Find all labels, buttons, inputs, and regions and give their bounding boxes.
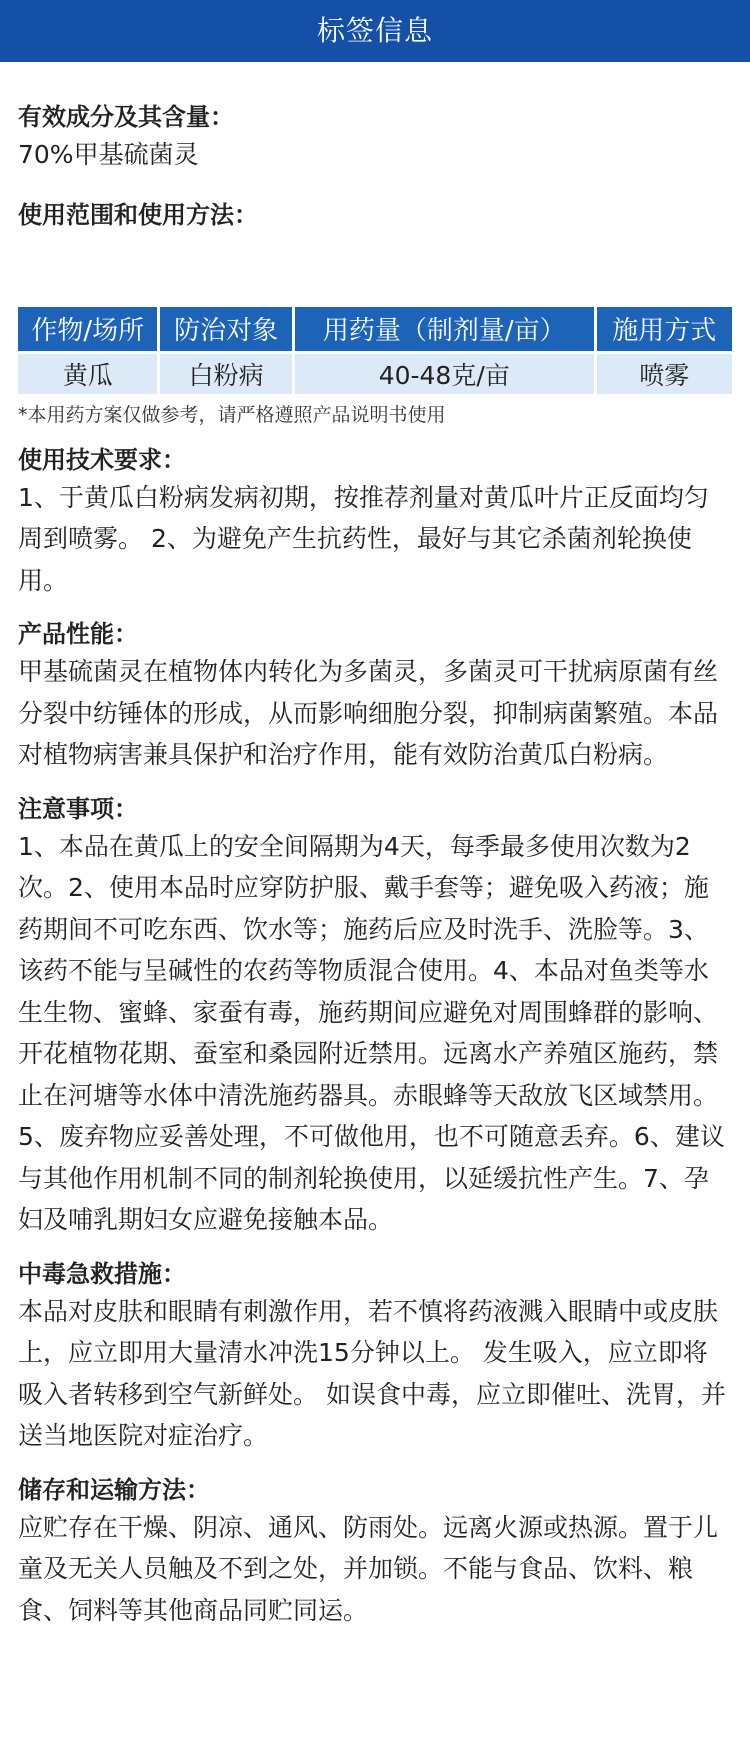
dose-table-header-row (18, 307, 732, 351)
ingredient-value: 70%甲基硫菌灵 (18, 140, 199, 169)
ingredient-title: 有效成分及其含量： (18, 103, 234, 131)
cell-method: 喷雾 (597, 354, 732, 394)
usage-section (18, 176, 732, 232)
dose-table-note: *本用药方案仅做参考，请严格遵照产品说明书使用 (18, 403, 446, 426)
ingredient-section (18, 62, 732, 176)
label-content (0, 62, 750, 1631)
storage-title: 储存和运输方法： (18, 1475, 210, 1504)
first-aid-body: 本品对皮肤和眼睛有刺激作用，若不慎将药液溅入眼睛中或皮肤上，应立即用大量清水冲洗15分钟以上。 发生吸入，应立即将吸入者转移到空气新鲜处。 如误食中毒，应立即催吐、洗胃，并送当地医院对症治疗。 (18, 1296, 726, 1450)
cell-dosage: 40-48克/亩 (295, 354, 594, 394)
dose-table (15, 304, 735, 397)
col-header-dosage: 用药量（制剂量/亩） (295, 307, 594, 351)
dose-table-wrapper (18, 304, 732, 429)
page-title: 标签信息 (316, 14, 433, 47)
header-bar (0, 0, 750, 62)
performance-section (18, 601, 732, 776)
first-aid-title: 中毒急救措施： (18, 1259, 186, 1288)
table-row (18, 354, 732, 394)
col-header-crop: 作物/场所 (18, 307, 157, 351)
performance-title: 产品性能： (18, 620, 138, 648)
cell-crop: 黄瓜 (18, 354, 157, 394)
precautions-title: 注意事项： (18, 794, 138, 823)
precautions-section (18, 776, 732, 1241)
tech-requirements-body: 1、于黄瓜白粉病发病初期，按推荐剂量对黄瓜叶片正反面均匀周到喷雾。 2、为避免产生抗药性，最好与其它杀菌剂轮换使用。 (18, 482, 709, 595)
first-aid-section (18, 1241, 732, 1457)
cell-target: 白粉病 (160, 354, 291, 394)
storage-body: 应贮存在干燥、阴凉、通风、防雨处。远离火源或热源。置于儿童及无关人员触及不到之处，并加锁。不能与食品、饮料、粮食、饲料等其他商品同贮同运。 (18, 1512, 719, 1625)
storage-section (18, 1457, 732, 1632)
usage-title: 使用范围和使用方法： (18, 200, 258, 229)
performance-body: 甲基硫菌灵在植物体内转化为多菌灵，多菌灵可干扰病原菌有丝分裂中纺锤体的形成，从而影响细胞分裂，抑制病菌繁殖。本品对植物病害兼具保护和治疗作用，能有效防治黄瓜白粉病。 (18, 657, 719, 769)
tech-requirements-title: 使用技术要求： (18, 445, 186, 474)
precautions-body: 1、本品在黄瓜上的安全间隔期为4天，每季最多使用次数为2次。2、使用本品时应穿防护服、戴手套等；避免吸入药液；施药期间不可吃东西、饮水等；施药后应及时洗手、洗脸等。3、该药不能与呈碱性的农药等物质混合使用。4、本品对鱼类等水生生物、蜜蜂、家蚕有毒，施药期间应避免对周围蜂群的影响、开花植物花期、蚕室和桑园附近禁用。远离水产养殖区施药，禁止在河塘等水体中清洗施药器具。赤眼蜂等天敌放飞区域禁用。5、废弃物应妥善处理，不可做他用，也不可随意丢弃。6、建议与其他作用机制不同的制剂轮换使用，以延缓抗性产生。7、孕妇及哺乳期妇女应避免接触本品。 (18, 831, 725, 1234)
col-header-method: 施用方式 (597, 307, 732, 351)
col-header-target: 防治对象 (160, 307, 291, 351)
tech-requirements-section (18, 429, 732, 602)
